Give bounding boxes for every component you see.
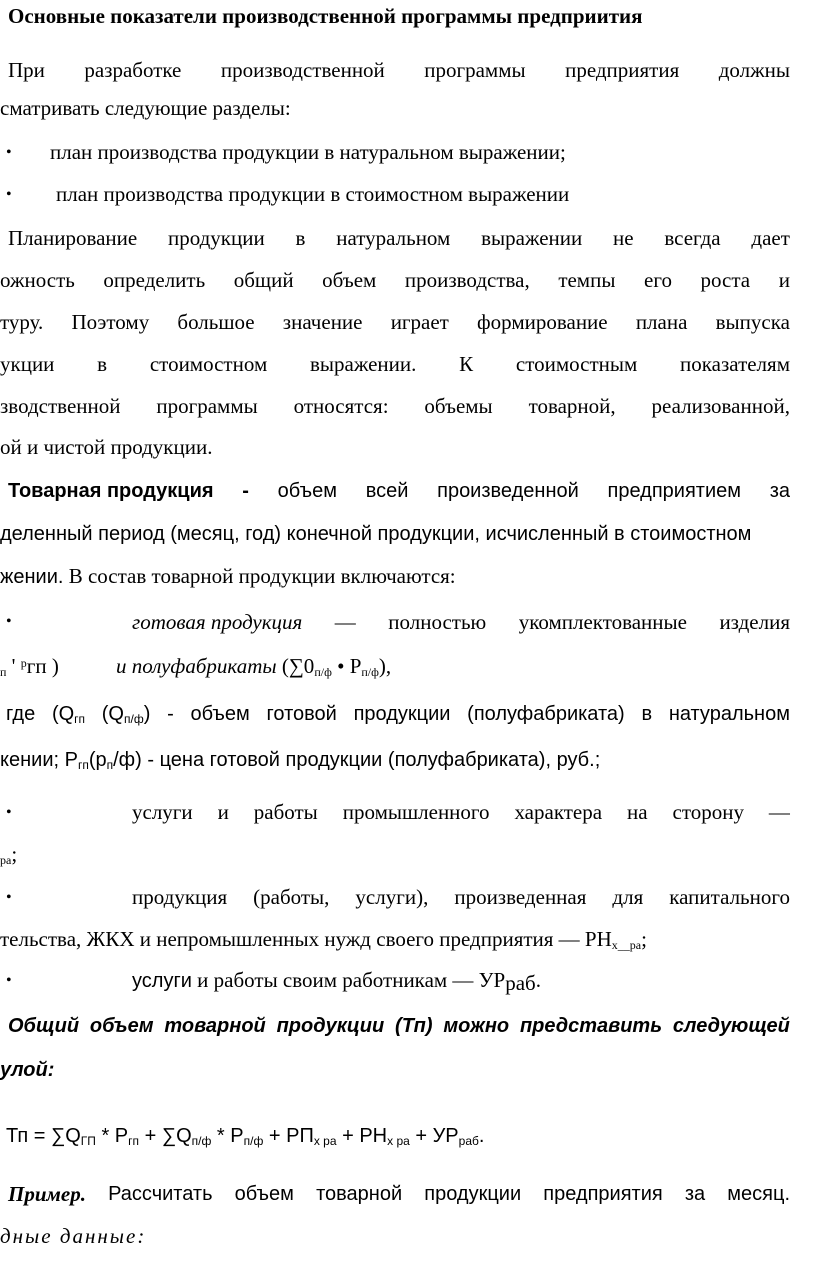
bullet-icon: • — [6, 186, 12, 203]
paragraph-2-line-3: туру. Поэтому большое значение играет формирование плана выпуска — [0, 310, 790, 334]
item-2-line-1: услуги и работы промышленного характера на сторону — — [132, 800, 790, 824]
term-tovarnaya-produktsiya: Товарная продукция — [8, 480, 214, 502]
item-1-line-1: готовая продукция — полностью укомплектованные изделия — [132, 610, 790, 634]
example-line-2: дные данные: — [0, 1224, 147, 1248]
paragraph-3-line-2: деленный период (месяц, год) конечной продукции, исчисленный в стоимостном — [0, 523, 752, 545]
page-title: Основные показатели производственной программы предприития — [8, 4, 643, 28]
bullet-icon: • — [6, 889, 12, 906]
item-4-line-1: услуги и работы своим работникам — $УР_{раб}$. — [132, 968, 541, 995]
example-label: Пример. — [8, 1182, 86, 1206]
item-3-line-1: продукция (работы, услуги), произведенная для капитального — [132, 885, 790, 909]
item-1-line-2: $_п$ ' $^р$гп ) — [0, 654, 59, 679]
item-3-line-2: тельства, ЖКХ и непромышленных нужд своего предприятия — $РН_{х\_\_ра}$; — [0, 927, 647, 952]
paragraph-1-line-2: сматривать следующие разделы: — [0, 96, 291, 120]
bullet-icon: • — [6, 144, 12, 161]
where-line-1: где ($Q_{гп}$ $(Q_{п/ф})$ - объем готовой продукции (полуфабриката) в натуральном — [6, 703, 790, 726]
bullet-icon: • — [6, 804, 12, 821]
paragraph-3-line-3: жении. В состав товарной продукции включаются: — [0, 564, 456, 588]
example-line-1: Пример. Рассчитать объем товарной продукции предприятия за месяц. — [8, 1182, 790, 1206]
formula-intro-line-2: улой: — [0, 1059, 55, 1081]
bullet-item-2: план производства продукции в стоимостном выражении — [56, 182, 570, 206]
item-1-line-2-cont: и полуфабрикаты ($\sum 0_{п/ф}$ • $Р_{п/ф}$), — [116, 654, 392, 679]
paragraph-2-line-4: укции в стоимостном выражении. К стоимостным показателям — [0, 352, 790, 376]
paragraph-2-line-5: зводственной программы относятся: объемы товарной, реализованной, — [0, 394, 790, 418]
paragraph-2-line-2: ожность определить общий объем производства, темпы его роста и — [0, 268, 790, 292]
paragraph-1-line-1: При разработке производственной программы предприятия должны — [8, 58, 790, 82]
bullet-icon: • — [6, 613, 12, 630]
item-2-line-2: $_{ра}$; — [0, 842, 18, 867]
paragraph-2-line-6: ой и чистой продукции. — [0, 435, 213, 459]
formula-tp: Тп = $\sum Q_{ГП} * Р_{гп} + \sum Q_{п/ф} * Р_{п/ф} + РП_{х ра} + РН_{х ра} + УР_{раб}$. — [6, 1125, 485, 1148]
bullet-item-1: план производства продукции в натуральном выражении; — [50, 140, 566, 164]
where-line-2: кении; $Р_{гп}(р_п/ф)$ - цена готовой продукции (полуфабриката), руб.; — [0, 749, 601, 772]
paragraph-2-line-1: Планирование продукции в натуральном выражении не всегда дает — [8, 226, 790, 250]
bullet-icon: • — [6, 972, 12, 989]
formula-intro-line-1: Общий объем товарной продукции (Тп) можно представить следующей — [8, 1015, 790, 1037]
paragraph-3-line-1: Товарная продукция - объем всей произведенной предприятием за — [8, 480, 790, 502]
